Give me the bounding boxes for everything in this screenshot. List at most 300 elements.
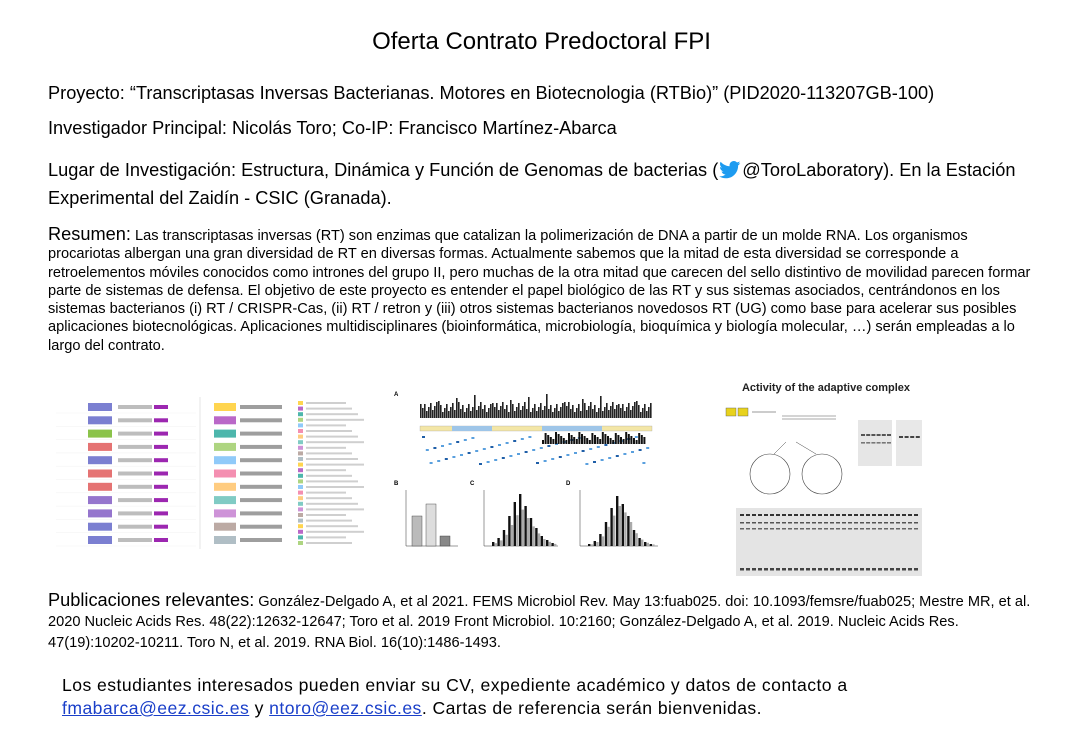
fig1-legend-swatch	[298, 496, 303, 500]
fig2-density-bar	[516, 407, 518, 418]
fig3-gel-band	[884, 522, 888, 524]
fig3-gel-band	[746, 522, 750, 524]
fig2-spacer-mark	[544, 460, 547, 462]
fig2-density-bar	[448, 411, 450, 418]
fig3-gel-band	[830, 528, 834, 530]
fig2-hist-bar	[624, 512, 626, 546]
fig3-gel-band	[848, 514, 852, 516]
rt-clade-figure	[52, 393, 370, 553]
fig2-density-bar	[600, 396, 602, 418]
fig2-hist-bar	[644, 542, 646, 546]
fig3-gel-band	[752, 568, 756, 571]
fig1-legend-swatch	[298, 457, 303, 461]
fig2-hist-bar	[527, 518, 529, 546]
fig1-legend-line	[306, 525, 358, 527]
fig2-density-bar	[580, 411, 582, 418]
fig3-gel-band	[848, 528, 852, 530]
fig2-density-bar	[426, 411, 428, 418]
fig2-density-bar	[628, 403, 630, 418]
fig1-clade-box	[88, 496, 112, 504]
fig3-gel-band	[887, 434, 891, 436]
fig2-density-bar	[632, 406, 634, 418]
fig3-gel-band	[910, 436, 914, 438]
fig3-gel-band	[908, 514, 912, 516]
fig3-gel-band	[860, 522, 864, 524]
fig2-density-bar	[474, 395, 476, 418]
fig3-gel-band	[861, 442, 865, 444]
fig2-density-bar	[608, 410, 610, 418]
fig2-hist-bar	[495, 543, 497, 546]
investigador-text: Nicolás Toro; Co-IP: Francisco Martínez-Abarca	[226, 118, 617, 138]
fig2-hist-bar	[549, 542, 551, 546]
fig2-density-bar	[622, 404, 624, 418]
fig1-legend-line	[306, 408, 352, 410]
fig3-gel-band	[899, 436, 903, 438]
fig3-gel-band	[860, 568, 864, 571]
fig3-gel-band	[866, 568, 870, 571]
fig2-coverage-bar	[542, 440, 544, 444]
fig2-density-bar	[566, 406, 568, 418]
fig1-legend-swatch	[298, 530, 303, 534]
fig2-density-bar	[532, 408, 534, 418]
lugar-text-after: ). En la Estación Experimental del Zaidín - CSIC (Granada).	[48, 160, 1016, 208]
fig1-domain-bar	[118, 485, 152, 489]
fig1-clade-box	[214, 509, 236, 517]
fig2-spacer-mark	[502, 457, 505, 459]
fig2-coverage-bar	[641, 435, 643, 444]
fig1-legend-line	[306, 536, 346, 538]
fig2-density-bar	[428, 407, 430, 418]
fig3-gel-band	[824, 568, 828, 571]
fig3-gel-band	[848, 522, 852, 524]
fig3-gel-band	[872, 522, 876, 524]
fig3-gel-band	[776, 568, 780, 571]
fig2-density-bar	[496, 403, 498, 418]
fig3-gel-band	[872, 568, 876, 571]
fig3-gel-band	[887, 442, 891, 444]
fig2-hist-bar	[519, 494, 521, 546]
fig2-coverage-bar	[633, 438, 635, 444]
fig1-legend-line	[306, 475, 352, 477]
fig2-spacer-mark	[498, 444, 501, 446]
fig2-spacer-mark	[483, 448, 486, 450]
fig3-gel-band	[860, 528, 864, 530]
fig2-spacer-mark	[513, 440, 516, 442]
fig3-gel-band	[854, 522, 858, 524]
fig2-density-bar	[450, 407, 452, 418]
fig2-spacer-mark	[608, 457, 611, 459]
fig3-gel-band	[871, 442, 875, 444]
fig1-domain-bar	[118, 525, 152, 529]
fig1-clade-box	[214, 403, 236, 411]
fig1-legend-swatch	[298, 502, 303, 506]
fig2-density-bar	[424, 404, 426, 418]
fig2-hist-bar	[538, 533, 540, 546]
fig2-hist-bar	[505, 535, 507, 546]
fig1-domain-bar	[240, 525, 282, 529]
fig1-legend-swatch	[298, 423, 303, 427]
fig1-domain-bar	[154, 418, 168, 422]
proyecto-label: Proyecto:	[48, 83, 125, 103]
fig2-density-bar	[592, 409, 594, 418]
fig2-density-bar	[446, 404, 448, 418]
fig2-density-bar	[420, 404, 422, 418]
fig3-gel-band	[905, 436, 909, 438]
fig2-spacer-mark	[487, 461, 490, 463]
fig3-gel-band	[854, 514, 858, 516]
fig3-gel-band	[908, 528, 912, 530]
fig2-hist-bar	[554, 544, 556, 546]
fig2-spacer-mark	[475, 450, 478, 452]
fig1-clade-box	[88, 536, 112, 544]
fig3-gel-band	[902, 514, 906, 516]
fig2-density-bar	[572, 405, 574, 418]
fig3-gel-band	[752, 522, 756, 524]
fig2-coverage-bar	[617, 435, 619, 444]
fig1-legend-swatch	[298, 435, 303, 439]
fig2-spacer-mark	[433, 447, 436, 449]
fig1-domain-bar	[240, 445, 282, 449]
fig1-domain-bar	[240, 538, 282, 542]
fig2-hist-bar	[610, 508, 612, 546]
fig3-gel-band	[782, 514, 786, 516]
fig1-domain-bar	[154, 458, 168, 462]
fig3-gel-band	[890, 528, 894, 530]
fig2-coverage-bar	[545, 433, 547, 444]
fig3-title: Activity of the adaptive complex	[741, 382, 911, 394]
fig3-gel-band	[740, 568, 744, 571]
fig1-domain-bar	[118, 445, 152, 449]
fig3-gel-band	[752, 514, 756, 516]
fig2-hist-bar	[650, 544, 652, 546]
fig2-density-bar	[620, 408, 622, 418]
fig1-domain-bar	[154, 498, 168, 502]
fig1-legend-swatch	[298, 491, 303, 495]
fig2-density-bar	[610, 406, 612, 418]
fig2-hist-bar	[543, 539, 545, 546]
fig2-density-bar	[440, 405, 442, 418]
fig2-spacer-mark	[445, 458, 448, 460]
fig2-density-bar	[616, 405, 618, 418]
fig3-gel-band	[890, 522, 894, 524]
fig1-domain-bar	[240, 418, 282, 422]
fig3-gel-band	[884, 528, 888, 530]
fig1-clade-box	[88, 509, 112, 517]
fig2-coverage-bar	[643, 437, 645, 444]
fig1-legend-swatch	[298, 524, 303, 528]
fig1-clade-box	[88, 403, 112, 411]
fig2-density-bar	[460, 409, 462, 418]
fig2-density-bar	[502, 402, 504, 418]
fig2-density-bar	[434, 406, 436, 418]
fig2-hist-bar	[641, 540, 643, 546]
fig3-gel-band	[758, 514, 762, 516]
fig2-coverage-bar	[630, 436, 632, 444]
email-link-ntoro[interactable]: ntoro@eez.csic.es	[269, 698, 422, 718]
fig1-domain-bar	[118, 418, 152, 422]
publicaciones-text: González-Delgado A, et al 2021. FEMS Microbiol Rev. May 13:fuab025. doi: 10.1093/femsre/fuab025; Mestre MR, et al. 2020 Nucleic Acids Res. 48(22):12632-12647; Toro et al. 2019 Front Microbiol. 10:2160; González-Delgado A, et al. 2019. Nucleic Acids Res. 47(19):10202-10211. Toro N, et al. 2019. RNA Biol. 16(10):1486-1493.	[48, 594, 1031, 651]
fig1-clade-box	[214, 536, 236, 544]
fig2-spacer-mark	[559, 456, 562, 458]
fig2-density-bar	[546, 394, 548, 418]
fig3-gel-band	[878, 568, 882, 571]
fig3-gel-band	[788, 514, 792, 516]
fig3-gel-band	[914, 522, 918, 524]
fig2-hist-bar	[622, 504, 624, 546]
fig3-gel-band	[830, 522, 834, 524]
contacto-text-before: Los estudiantes interesados pueden enviar su CV, expediente académico y datos de contacto a	[62, 675, 848, 695]
fig2-density-bar	[512, 404, 514, 418]
fig2-coverage-bar	[563, 438, 565, 444]
fig2-spacer-mark	[623, 453, 626, 455]
fig2-coverage-bar	[620, 437, 622, 444]
fig3-gel-band	[908, 522, 912, 524]
fig2-hist-bar	[500, 540, 502, 546]
fig2-density-bar	[518, 403, 520, 418]
fig2-coverage-bar	[604, 434, 606, 444]
fig2-hist-bar	[607, 527, 609, 546]
fig2-spacer-mark	[631, 451, 634, 453]
fig2-spacer-mark	[479, 463, 482, 465]
fig1-domain-bar	[118, 511, 152, 515]
fig2-spacer-mark	[490, 446, 493, 448]
lugar-paragraph	[48, 158, 1038, 211]
fig3-gel-band	[800, 568, 804, 571]
spacer-plot-figure	[392, 388, 664, 558]
fig1-domain-bar	[118, 472, 152, 476]
fig3-gel-band	[842, 528, 846, 530]
fig1-legend-line	[306, 458, 358, 460]
fig3-gel-band	[836, 514, 840, 516]
fig2-spacer-mark	[460, 454, 463, 456]
fig2-hist-bar	[602, 536, 604, 546]
fig1-clade-box	[214, 456, 236, 464]
fig2-density-bar	[486, 412, 488, 418]
fig3-gel-band	[882, 434, 886, 436]
fig3-gel-band	[896, 568, 900, 571]
fig2-density-bar	[506, 405, 508, 418]
proyecto-text: “Transcriptasas Inversas Bacterianas. Motores en Biotecnologia (RTBio)” (PID2020-113207GB-100)	[124, 83, 935, 103]
fig2-hist-bar	[514, 502, 516, 546]
fig2-density-bar	[614, 409, 616, 418]
fig3-gel-band	[896, 514, 900, 516]
fig3-gel-band	[861, 434, 865, 436]
fig3-gel-band	[794, 514, 798, 516]
fig1-clade-box	[214, 430, 236, 438]
fig2-spacer-mark	[426, 449, 429, 451]
resumen-label: Resumen:	[48, 224, 131, 244]
fig2-hist-bar	[613, 516, 615, 546]
fig3-gel-band	[782, 568, 786, 571]
twitter-handle: @ToroLaboratory	[742, 160, 884, 180]
fig2-hist-bar	[546, 540, 548, 546]
panel-b-label: B	[394, 481, 399, 487]
publicaciones-label: Publicaciones relevantes:	[48, 590, 255, 610]
fig2-spacer-mark	[585, 463, 588, 465]
fig3-gel-band	[824, 514, 828, 516]
fig3-gel-band	[794, 528, 798, 530]
fig2-hist-bar	[551, 543, 553, 546]
fig2-density-bar	[644, 404, 646, 418]
fig2-density-bar	[524, 402, 526, 418]
fig1-domain-bar	[118, 498, 152, 502]
fig2-coverage-bar	[638, 433, 640, 444]
fig2-density-bar	[526, 409, 528, 418]
fig3-gel-band	[866, 522, 870, 524]
fig2-spacer-mark	[616, 455, 619, 457]
fig3-gel-band	[842, 522, 846, 524]
fig1-domain-bar	[240, 511, 282, 515]
fig3-gel-band	[890, 568, 894, 571]
fig1-legend-swatch	[298, 507, 303, 511]
fig1-legend-line	[306, 531, 364, 533]
fig3-gel-band	[824, 528, 828, 530]
fig3-gel-band	[812, 514, 816, 516]
fig2-spacer-mark	[509, 455, 512, 457]
fig3-gel-band	[908, 568, 912, 571]
fig2-spacer-mark	[589, 448, 592, 450]
fig2-density-bar	[466, 408, 468, 418]
fig2-density-bar	[436, 402, 438, 418]
fig3-gel-band	[746, 514, 750, 516]
fig1-legend-swatch	[298, 446, 303, 450]
fig1-domain-bar	[240, 405, 282, 409]
fig1-domain-bar	[240, 472, 282, 476]
email-link-fmabarca[interactable]: fmabarca@eez.csic.es	[62, 698, 250, 718]
fig3-gel-band	[824, 522, 828, 524]
fig3-gel-band	[812, 522, 816, 524]
fig2-spacer-mark	[525, 451, 528, 453]
fig2-density-bar	[542, 410, 544, 418]
fig2-coverage-bar	[558, 434, 560, 444]
fig2-density-bar	[422, 408, 424, 418]
fig2-density-bar	[462, 405, 464, 418]
fig2-density-bar	[612, 402, 614, 418]
fig2-density-bar	[484, 405, 486, 418]
fig2-density-bar	[456, 398, 458, 418]
resumen-paragraph	[48, 225, 1033, 355]
fig1-clade-box	[214, 483, 236, 491]
fig2-coverage-bar	[584, 436, 586, 444]
fig3-gel-band	[854, 568, 858, 571]
fig2-density-bar	[590, 402, 592, 418]
fig3-gel-band	[884, 568, 888, 571]
fig2-density-bar	[630, 410, 632, 418]
fig2-spacer-mark	[449, 443, 452, 445]
fig2-density-bar	[432, 410, 434, 418]
fig2-hist-bar	[594, 541, 596, 546]
fig2-hist-bar	[503, 530, 505, 546]
fig1-domain-bar	[154, 472, 168, 476]
fig1-legend-swatch	[298, 485, 303, 489]
fig1-domain-bar	[154, 525, 168, 529]
fig2-hist-bar	[530, 518, 532, 546]
fig3-gel-band	[914, 528, 918, 530]
fig1-clade-box	[88, 456, 112, 464]
fig2-density-bar	[626, 407, 628, 418]
fig1-domain-bar	[240, 458, 282, 462]
fig1-domain-bar	[118, 538, 152, 542]
fig2-coverage-bar	[581, 434, 583, 444]
fig2-density-bar	[536, 411, 538, 418]
fig1-clade-box	[214, 443, 236, 451]
lugar-label: Lugar de Investigación:	[48, 160, 237, 180]
fig2-coverage-bar	[602, 432, 604, 444]
fig3-gel-band	[752, 528, 756, 530]
fig2-hist-bar	[633, 530, 635, 546]
fig2-spacer-mark	[593, 461, 596, 463]
fig2-coverage-bar	[597, 437, 599, 444]
fig2-spacer-mark	[464, 439, 467, 441]
fig2-density-bar	[598, 408, 600, 418]
proyecto-line	[48, 83, 934, 104]
fig2-density-bar	[642, 408, 644, 418]
fig2-density-bar	[488, 408, 490, 418]
fig2-density-bar	[464, 412, 466, 418]
fig2-density-bar	[576, 408, 578, 418]
fig2-spacer-mark	[441, 445, 444, 447]
fig2-coverage-bar	[591, 433, 593, 444]
fig3-gel-band	[740, 514, 744, 516]
fig2-density-bar	[470, 411, 472, 418]
fig1-domain-bar	[154, 445, 168, 449]
fig2-spacer-mark	[635, 436, 638, 438]
fig3-gel-band	[878, 522, 882, 524]
fig2-density-bar	[476, 410, 478, 418]
fig2-density-bar	[578, 404, 580, 418]
fig3-gel-band	[800, 528, 804, 530]
fig3-gel-band	[878, 528, 882, 530]
fig2-density-bar	[588, 406, 590, 418]
fig2-density-bar	[538, 407, 540, 418]
fig2-hist-bar	[497, 538, 499, 546]
fig3-gel-band	[746, 568, 750, 571]
fig3-gel-band	[776, 528, 780, 530]
fig3-gel-band	[770, 528, 774, 530]
fig3-gel-band	[902, 568, 906, 571]
fig2-hist-bar	[522, 510, 524, 546]
fig2-coverage-bar	[586, 438, 588, 444]
fig1-clade-box	[88, 443, 112, 451]
fig3-gel-band	[818, 528, 822, 530]
fig2-density-bar	[562, 403, 564, 418]
fig1-legend-swatch	[298, 535, 303, 539]
fig1-legend-line	[306, 464, 364, 466]
fig1-clade-box	[88, 430, 112, 438]
fig2-density-bar	[594, 405, 596, 418]
fig1-domain-bar	[240, 432, 282, 436]
fig3-gel-band	[782, 522, 786, 524]
fig2-density-bar	[544, 406, 546, 418]
fig1-clade-box	[88, 470, 112, 478]
fig3-gel-band	[770, 522, 774, 524]
fig2-spacer-mark	[437, 460, 440, 462]
panel-a-label: A	[394, 392, 399, 398]
fig1-clade-box	[88, 416, 112, 424]
fig3-gel-band	[806, 568, 810, 571]
fig1-domain-bar	[154, 538, 168, 542]
fig3-gel-band	[806, 528, 810, 530]
fig2-coverage-bar	[573, 437, 575, 444]
fig2-density-bar	[472, 407, 474, 418]
fig2-density-bar	[624, 411, 626, 418]
fig3-gel-band	[860, 514, 864, 516]
contacto-text-after: . Cartas de referencia serán bienvenidas.	[421, 698, 763, 718]
fig1-legend-line	[306, 413, 358, 415]
fig2-hist-bar	[599, 534, 601, 546]
fig2-density-bar	[528, 397, 530, 418]
fig3-gel-band	[890, 514, 894, 516]
